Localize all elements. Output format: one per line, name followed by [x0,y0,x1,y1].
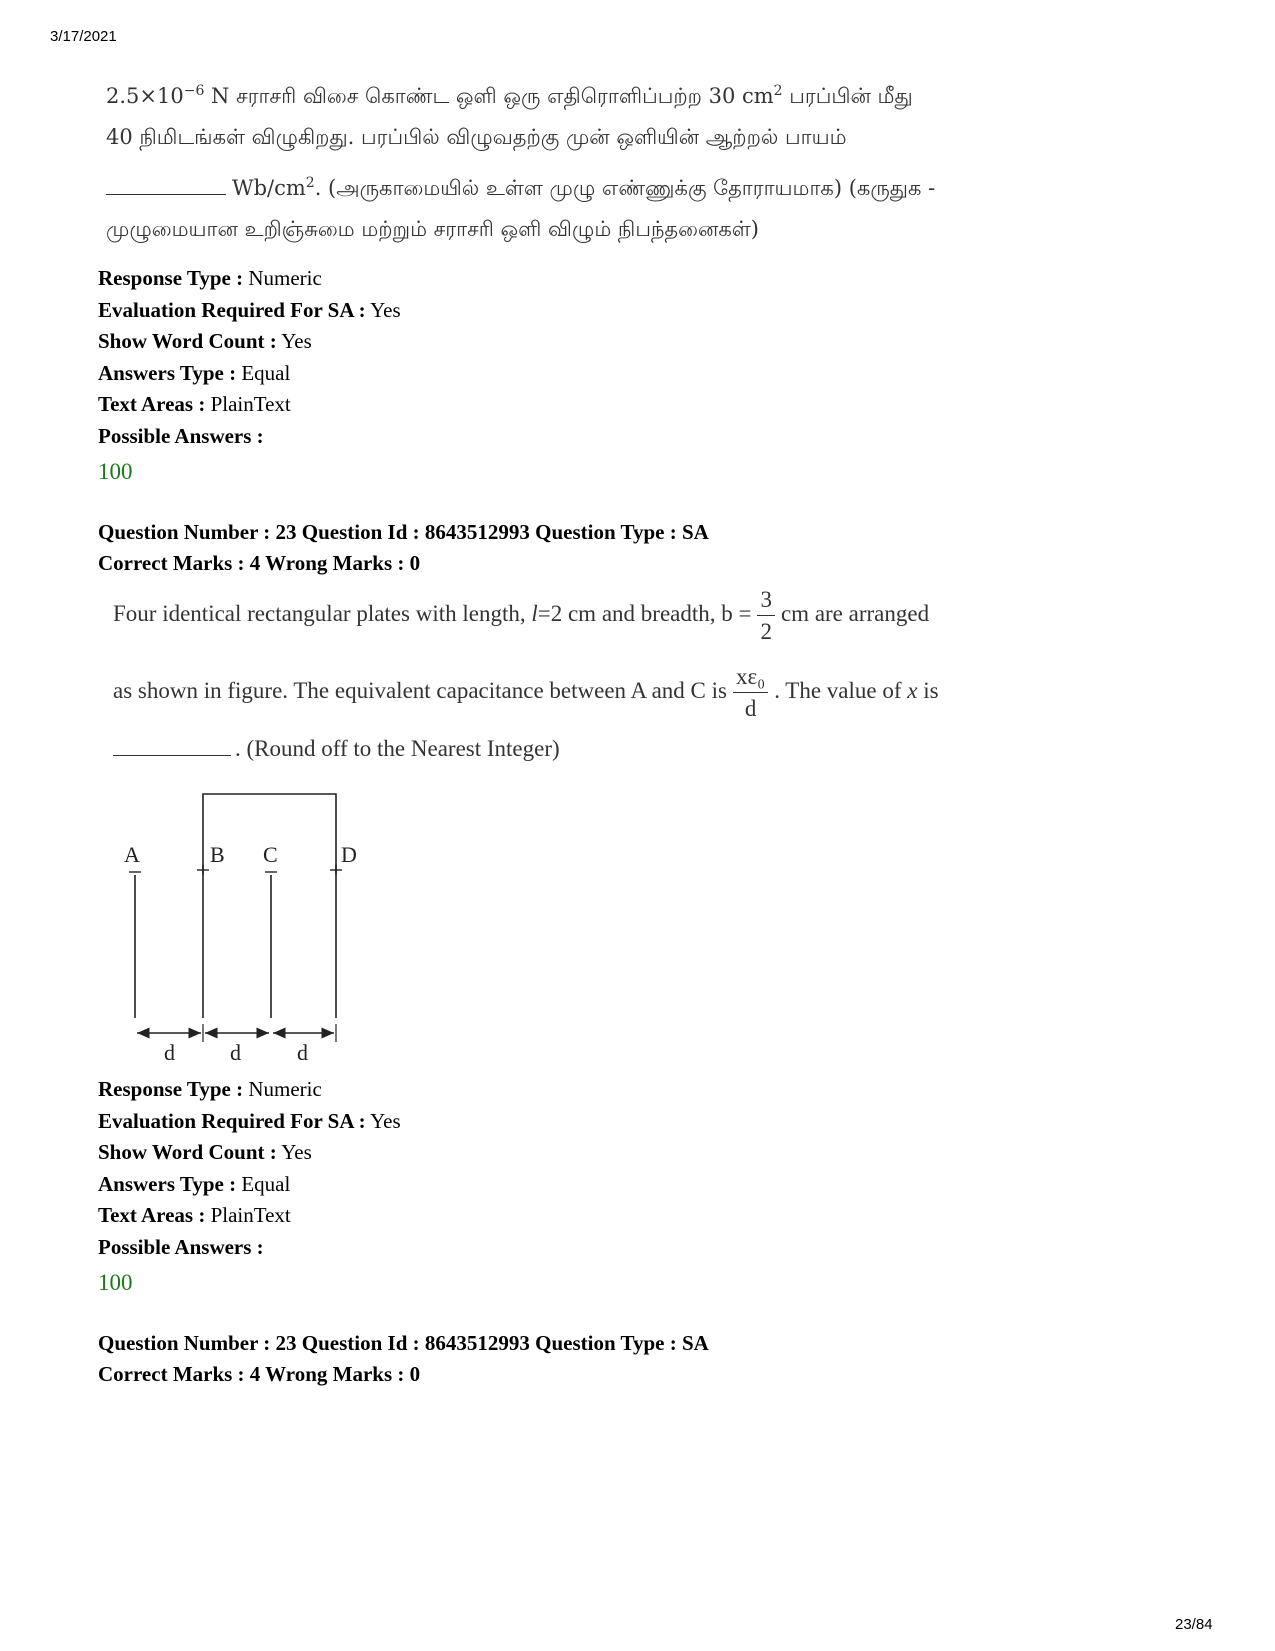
response-type-value: Numeric [243,1077,322,1101]
answers-type-label: Answers Type : [98,360,237,385]
question-line-2 [113,665,939,720]
answers-type-value: Equal [236,1171,291,1196]
eval-value: Yes [365,297,401,322]
response-type-row [98,263,401,295]
fraction-capacitance [733,665,768,720]
marks-line: Correct Marks : 4 Wrong Marks : 0 [98,1362,421,1386]
tamil-line-1 [106,68,1116,114]
answers-type-row [98,358,401,390]
possible-answers-label: Possible Answers : [98,423,264,448]
response-type-row [98,1074,401,1106]
response-type-label: Response Type : [98,266,244,290]
tamil-l1-exp: −6 [183,83,205,99]
page-number: 23/84 [1175,1616,1213,1633]
q-l2-a: as shown in figure. The equivalent capacitance between A and C is [113,677,727,703]
frac2-den: d [744,696,757,721]
word-count-value: Yes [276,329,312,353]
q-l2-c: is [917,677,939,703]
q-l1-b: =2 cm and breadth, b = [537,600,752,626]
question-header [98,517,709,579]
question-id-line: Question Number : 23 Question Id : 8643512993 Question Type : SA [98,520,709,544]
eval-value: Yes [365,1108,401,1133]
word-count-row [98,1137,401,1169]
possible-answer-value: 100 [98,1270,133,1295]
tamil-l1-sup: 2 [773,83,783,99]
text-areas-label: Text Areas : [98,392,206,416]
label-c: C [263,842,278,867]
response-meta-2 [98,1074,401,1299]
question-header-repeat [98,1328,709,1390]
tamil-line-2: 40 நிமிடங்கள் விழுகிறது. பரப்பில் விழுவதற்கு முன் ஒளியின் ஆற்றல் பாயம் [106,125,847,149]
text-areas-value: PlainText [205,392,291,416]
eval-label: Evaluation Required For SA : [98,1108,366,1133]
label-a: A [124,842,140,867]
tamil-l1-a: 2.5×10 [106,84,184,108]
text-areas-label: Text Areas : [98,1203,206,1227]
response-type-value: Numeric [243,266,322,290]
word-count-label: Show Word Count : [98,329,277,353]
possible-answers-row [98,1232,401,1264]
q-l1-a: Four identical rectangular plates with length, [113,600,532,626]
q-l2-b: . The value of [774,677,908,703]
answers-type-value: Equal [236,360,291,385]
text-areas-row [98,1200,401,1232]
word-count-row [98,326,401,358]
answer-blank [106,172,226,195]
tamil-l3-a: Wb/cm [232,176,306,200]
frac1-num: 3 [757,588,775,616]
possible-answers-row [98,421,401,453]
word-count-label: Show Word Count : [98,1140,277,1164]
marks-line: Correct Marks : 4 Wrong Marks : 0 [98,551,421,575]
answers-type-label: Answers Type : [98,1171,237,1196]
eval-row [98,295,401,327]
q-l1-l: l [531,600,538,626]
tamil-l3-sup: 2 [305,175,315,191]
q-l1-c: cm are arranged [780,600,930,626]
question-id-line: Question Number : 23 Question Id : 8643512993 Question Type : SA [98,1331,709,1355]
eval-row [98,1106,401,1138]
frac2-num: xε₀ [733,665,768,693]
question-line-3 [113,735,560,762]
tamil-line-3 [106,160,1116,206]
fraction-three-halves [757,588,775,643]
print-date: 3/17/2021 [50,28,117,45]
capacitor-plates-figure [110,790,390,1070]
spacing-label-3: d [297,1040,308,1065]
possible-answers-label: Possible Answers : [98,1234,264,1259]
possible-answer-value: 100 [98,459,133,484]
frac1-den: 2 [760,619,772,644]
answers-type-row [98,1169,401,1201]
tamil-l3-b: . (அருகாமையில் உள்ள முழு எண்ணுக்கு தோராயமாக) (கருதுக - [314,176,936,200]
answer-blank-2 [113,735,231,756]
response-type-label: Response Type : [98,1077,244,1101]
tamil-l1-c: பரப்பின் மீது [782,84,913,108]
label-d: D [341,842,357,867]
eval-label: Evaluation Required For SA : [98,297,366,322]
q-l3: . (Round off to the Nearest Integer) [235,736,560,761]
response-meta-1 [98,263,401,488]
spacing-label-2: d [230,1040,241,1065]
tamil-question-text [106,68,1116,252]
tamil-line-4: முழுமையான உறிஞ்சுமை மற்றும் சராசரி ஒளி விழும் நிபந்தனைகள்) [106,217,759,241]
text-areas-row [98,389,401,421]
question-line-1 [113,588,929,643]
q-l2-x: x [907,677,918,703]
text-areas-value: PlainText [205,1203,291,1227]
spacing-label-1: d [164,1040,175,1065]
word-count-value: Yes [276,1140,312,1164]
tamil-l1-b: N சராசரி விசை கொண்ட ஒளி ஒரு எதிரொளிப்பற்ற 30 cm [204,84,774,108]
label-b: B [210,842,225,867]
